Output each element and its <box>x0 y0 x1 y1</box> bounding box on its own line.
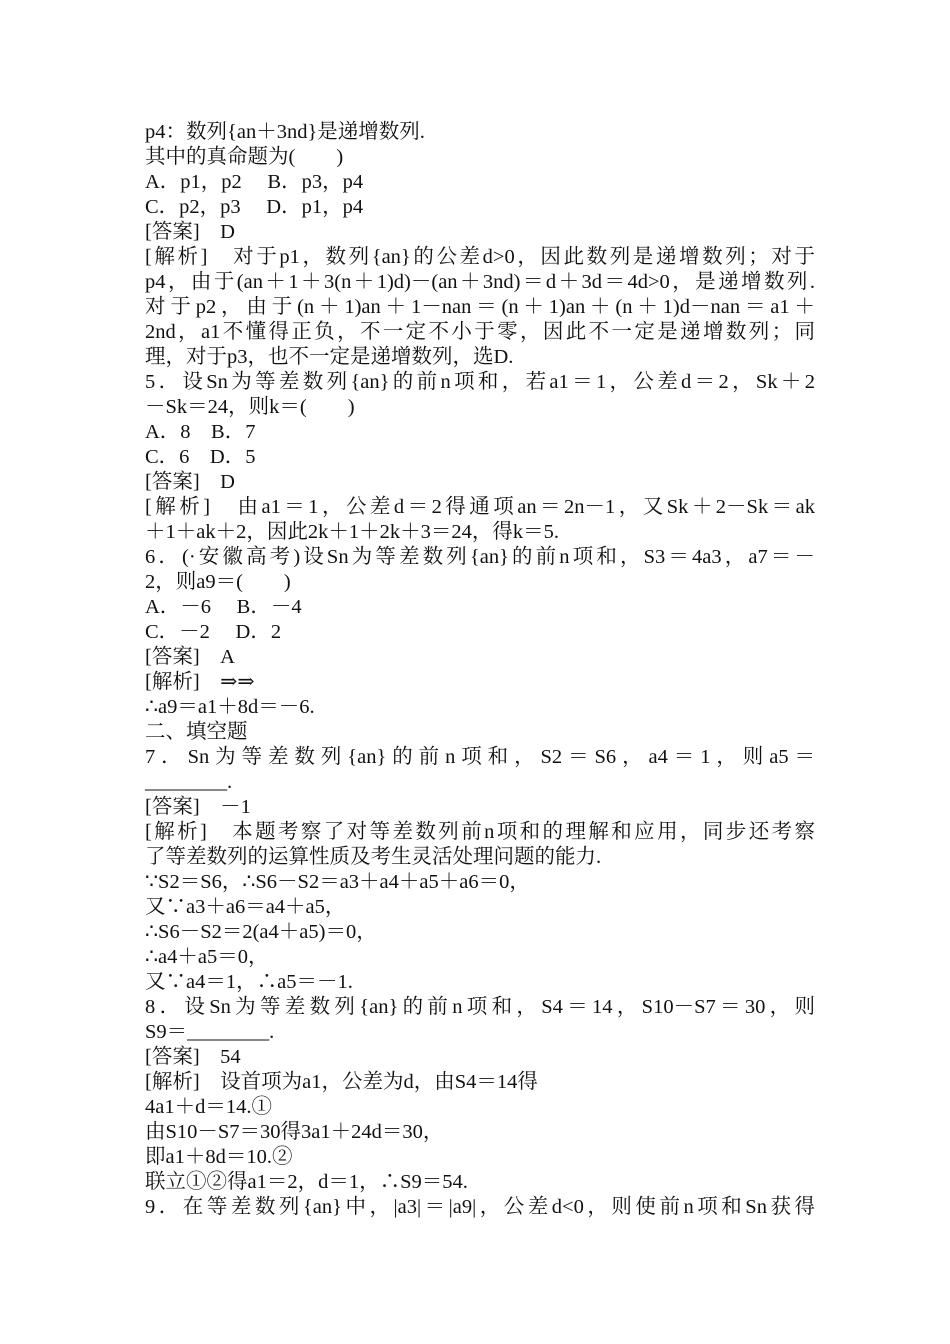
text-line-analysis-4-3: 对于p2，由于(n＋1)an＋1－nan＝(n＋1)an＋(n＋1)d－nan＝a1＋ <box>145 296 815 318</box>
text-line-analysis-7-6: ∴a4＋a5＝0， <box>145 946 269 968</box>
text-line-question-8-1: 8．设Sn为等差数列{an}的前n项和，S4＝14，S10－S7＝30，则 <box>145 996 815 1018</box>
text-line-p4-statement: p4：数列{an＋3nd}是递增数列. <box>145 121 425 143</box>
text-line-question-6-1: 6．(·安徽高考)设Sn为等差数列{an}的前n项和，S3＝4a3，a7＝－ <box>145 546 815 568</box>
text-line-answer-8: [答案] 54 <box>145 1046 241 1068</box>
text-line-options-ab: A．p1，p2 B．p3，p4 <box>145 171 364 193</box>
text-line-analysis-7-5: ∴S6－S2＝2(a4＋a5)＝0， <box>145 921 377 943</box>
text-line-analysis-7-7: 又∵a4＝1，∴a5＝－1. <box>145 971 353 993</box>
text-line-options-cd-5: C．6 D．5 <box>145 446 256 468</box>
text-line-analysis-8-2: 4a1＋d＝14.① <box>145 1096 272 1118</box>
text-line-analysis-4-1: [解析] 对于p1，数列{an}的公差d>0，因此数列是递增数列；对于 <box>145 246 815 268</box>
text-line-options-ab-5: A．8 B．7 <box>145 421 256 443</box>
section-heading-fill-in: 二、填空题 <box>145 721 248 743</box>
text-line-analysis-5-2: ＋1＋ak＋2，因此2k＋1＋2k＋3＝24，得k＝5. <box>145 521 559 543</box>
text-line-question-5-1: 5．设Sn为等差数列{an}的前n项和，若a1＝1，公差d＝2，Sk＋2 <box>145 371 815 393</box>
text-line-question-4-stem: 其中的真命题为( ) <box>145 146 344 168</box>
text-line-analysis-4-4: 2nd，a1不懂得正负，不一定不小于零，因此不一定是递增数列；同 <box>145 321 815 343</box>
text-line-question-6-2: 2，则a9＝( ) <box>145 571 291 593</box>
text-line-analysis-8-5: 联立①②得a1＝2，d＝1，∴S9＝54. <box>145 1171 468 1193</box>
text-line-analysis-6-2: ∴a9＝a1＋8d＝－6. <box>145 696 315 718</box>
text-line-analysis-7-4: 又∵a3＋a6＝a4＋a5， <box>145 896 346 918</box>
text-line-options-ab-6: A．－6 B．－4 <box>145 596 302 618</box>
text-line-analysis-5-1: [解析] 由a1＝1，公差d＝2得通项an＝2n－1，又Sk＋2－Sk＝ak <box>145 496 815 518</box>
text-line-analysis-8-3: 由S10－S7＝30得3a1＋24d＝30， <box>145 1121 444 1143</box>
text-line-answer-6: [答案] A <box>145 646 235 668</box>
text-line-analysis-4-5: 理，对于p3，也不一定是递增数列，选D. <box>145 346 514 368</box>
text-line-question-7-2: ________. <box>145 771 233 793</box>
text-line-question-5-2: －Sk＝24，则k＝( ) <box>145 396 355 418</box>
text-line-analysis-8-1: [解析] 设首项为a1，公差为d，由S4＝14得 <box>145 1071 538 1093</box>
text-line-answer-4: [答案] D <box>145 221 235 243</box>
text-line-options-cd-6: C．－2 D．2 <box>145 621 282 643</box>
text-line-question-7-1: 7．Sn为等差数列{an}的前n项和，S2＝S6，a4＝1，则a5＝ <box>145 746 815 768</box>
text-line-answer-5: [答案] D <box>145 471 235 493</box>
document-page <box>145 120 815 1220</box>
text-line-options-cd: C．p2，p3 D．p1，p4 <box>145 196 364 218</box>
text-line-analysis-7-1: [解析] 本题考察了对等差数列前n项和的理解和应用，同步还考察 <box>145 821 815 843</box>
text-line-question-8-2: S9＝________. <box>145 1021 275 1043</box>
text-line-answer-7: [答案] －1 <box>145 796 251 818</box>
text-line-analysis-6-1: [解析] ⇒⇒ <box>145 671 255 693</box>
text-line-question-9-1: 9．在等差数列{an}中，|a3|＝|a9|，公差d<0，则使前n项和Sn获得 <box>145 1196 815 1218</box>
text-line-analysis-4-2: p4，由于(an＋1＋3(n＋1)d)－(an＋3nd)＝d＋3d＝4d>0，是递增数列. <box>145 271 815 293</box>
text-line-analysis-7-2: 了等差数列的运算性质及考生灵活处理问题的能力. <box>145 846 602 868</box>
text-line-analysis-8-4: 即a1＋8d＝10.② <box>145 1146 293 1168</box>
text-line-analysis-7-3: ∵S2＝S6，∴S6－S2＝a3＋a4＋a5＋a6＝0， <box>145 871 530 893</box>
